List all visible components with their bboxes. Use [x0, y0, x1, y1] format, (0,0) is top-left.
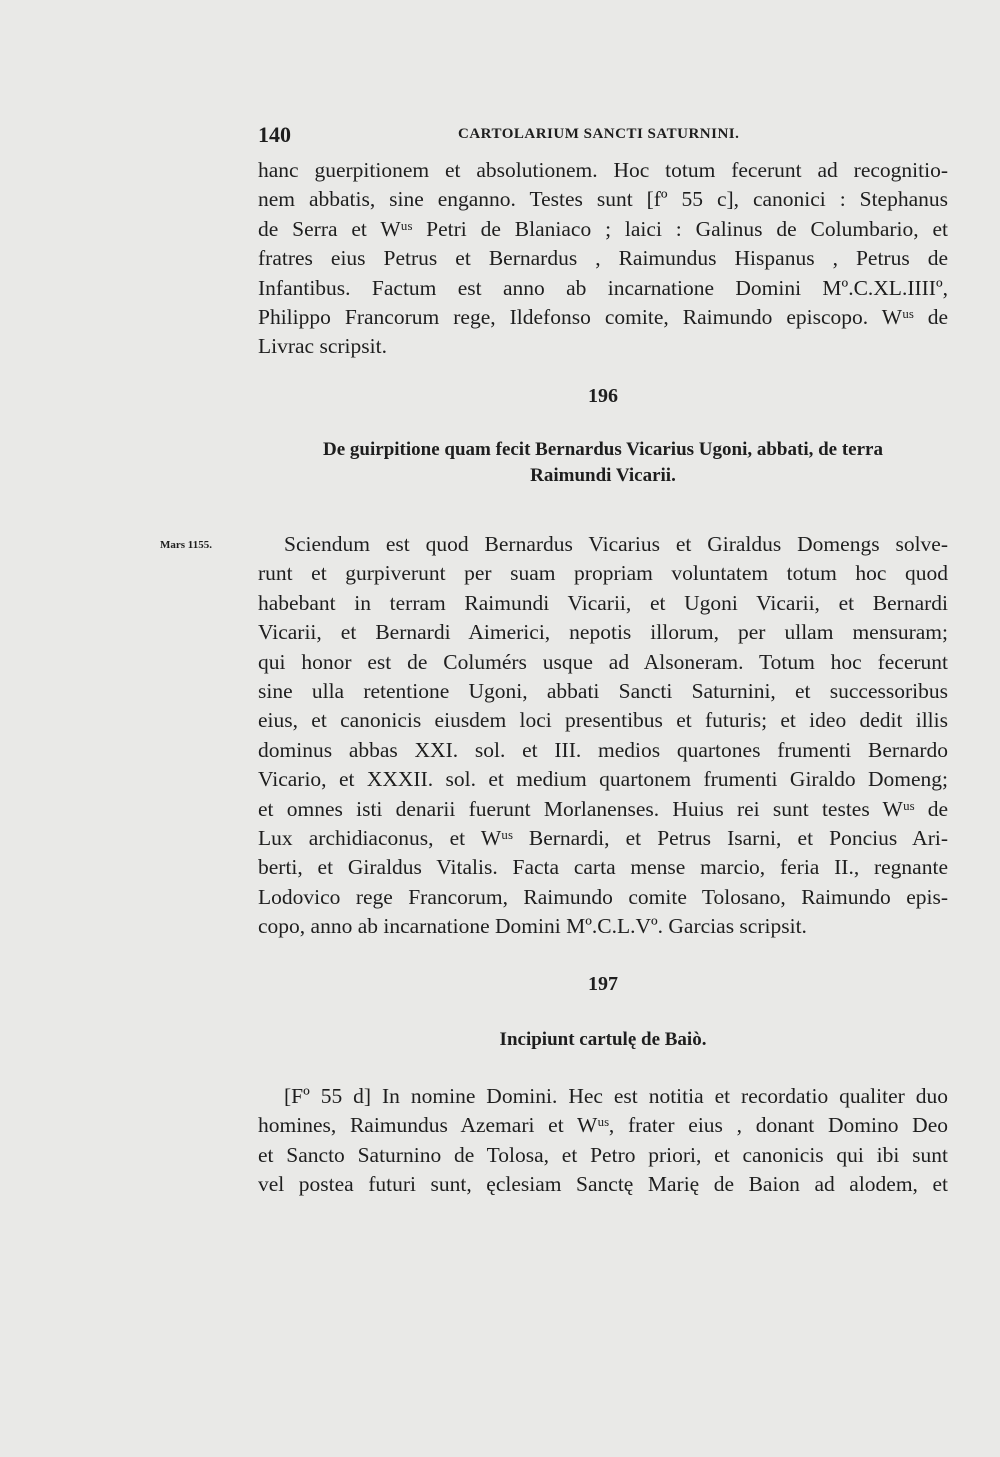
text-block-entry-197: [258, 1082, 948, 1200]
text-line: eius, et canonicis eiusdem loci presentibus et futuris; et ideo dedit illis: [258, 708, 948, 733]
entry-number-196: 196: [588, 385, 618, 407]
heading-line: Raimundi Vicarii.: [530, 465, 676, 486]
text-line: hanc guerpitionem et absolutionem. Hoc totum fecerunt ad recognitio-: [258, 158, 948, 182]
text-line: Philippo Francorum rege, Ildefonso comite, Raimundo episcopo. Wᵘˢ de: [258, 305, 948, 330]
entry-heading-197: Incipiunt cartulę de Baiò.: [499, 1029, 707, 1050]
text-line: fratres eius Petrus et Bernardus , Raimundus Hispanus , Petrus de: [258, 246, 948, 271]
text-line: qui honor est de Columérs usque ad Alsoneram. Totum hoc fecerunt: [258, 649, 948, 674]
text-line: berti, et Giraldus Vitalis. Facta carta mense marcio, feria II., regnante: [258, 855, 948, 880]
text-line: et omnes isti denarii fuerunt Morlanenses. Huius rei sunt testes Wᵘˢ de: [258, 796, 948, 821]
text-line: Infantibus. Factum est anno ab incarnatione Domini Mº.C.XL.IIIIº,: [258, 275, 948, 300]
text-line: Sciendum est quod Bernardus Vicarius et Giraldus Domengs solve-: [284, 532, 948, 556]
text-block-entry-196: [258, 530, 948, 942]
running-title: CARTOLARIUM SANCTI SATURNINI.: [458, 126, 740, 142]
entry-number-197: 197: [588, 973, 618, 995]
text-line: copo, anno ab incarnatione Domini Mº.C.L.Vº. Garcias scripsit.: [258, 914, 807, 939]
text-line: homines, Raimundus Azemari et Wᵘˢ, frater eius , donant Domino Deo: [258, 1113, 948, 1138]
text-block-continuation: [258, 156, 948, 362]
text-line: habebant in terram Raimundi Vicarii, et Ugoni Vicarii, et Bernardi: [258, 590, 948, 615]
text-line: Vicario, et XXXII. sol. et medium quartonem frumenti Giraldo Domeng;: [258, 767, 948, 792]
text-line: Vicarii, et Bernardi Aimerici, nepotis illorum, per ullam mensuram;: [258, 620, 948, 645]
text-line: Lux archidiaconus, et Wᵘˢ Bernardi, et Petrus Isarni, et Poncius Ari-: [258, 826, 948, 851]
text-line: et Sancto Saturnino de Tolosa, et Petro priori, et canonicis qui ibi sunt: [258, 1142, 948, 1167]
text-line: Livrac scripsit.: [258, 334, 387, 359]
text-line: Lodovico rege Francorum, Raimundo comite Tolosano, Raimundo epis-: [258, 884, 948, 909]
text-line: vel postea futuri sunt, ęclesiam Sanctę Marię de Baion ad alodem, et: [258, 1172, 948, 1197]
heading-line: De guirpitione quam fecit Bernardus Vicarius Ugoni, abbati, de terra: [323, 439, 883, 460]
page-number: 140: [258, 122, 291, 147]
text-line: nem abbatis, sine enganno. Testes sunt [fº 55 c], canonici : Stephanus: [258, 187, 948, 212]
text-line: runt et gurpiverunt per suam propriam voluntatem totum hoc quod: [258, 561, 948, 586]
margin-date-note: Mars 1155.: [160, 539, 212, 551]
text-line: [Fº 55 d] In nomine Domini. Hec est notitia et recordatio qualiter duo: [284, 1084, 948, 1108]
text-line: dominus abbas XXI. sol. et III. medios quartones frumenti Bernardo: [258, 737, 948, 762]
text-line: sine ulla retentione Ugoni, abbati Sancti Saturnini, et successoribus: [258, 679, 948, 704]
entry-heading-196: [258, 437, 948, 489]
page-header: [258, 122, 948, 152]
text-line: de Serra et Wᵘˢ Petri de Blaniaco ; laici : Galinus de Columbario, et: [258, 216, 948, 241]
